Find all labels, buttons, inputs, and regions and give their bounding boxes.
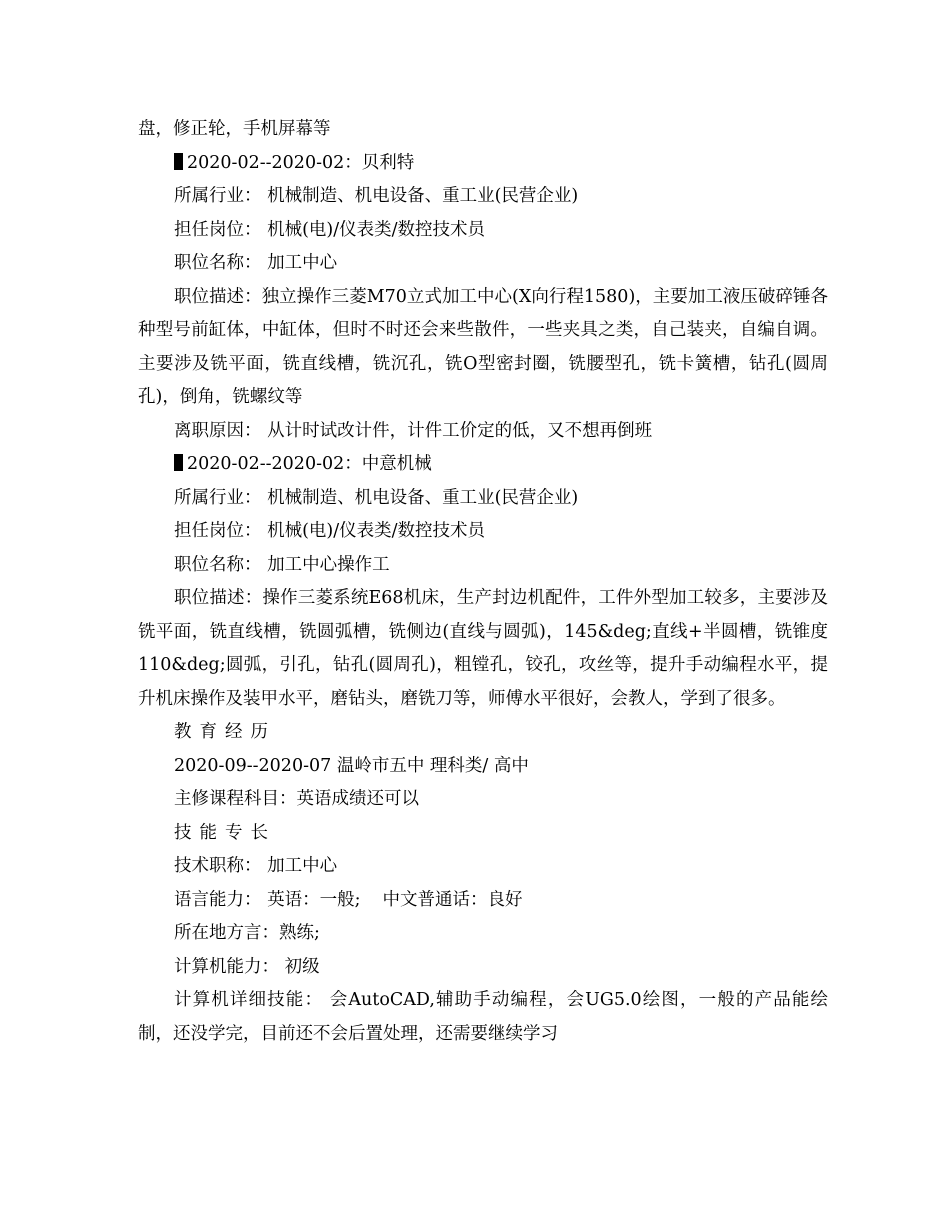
post-label: 担任岗位：: [174, 521, 262, 541]
post-value: 机械(电)/仪表类/数控技术员: [267, 521, 486, 541]
continuation-line: 盘，修正轮，手机屏幕等: [138, 119, 331, 139]
resume-page: [138, 113, 828, 1051]
tech-title: [138, 850, 828, 884]
computer-value: 初级: [284, 956, 320, 977]
job-header: [138, 147, 828, 181]
job-title: [138, 549, 828, 583]
title-label: 职位名称：: [174, 253, 262, 273]
title-value: 加工中心操作工: [267, 554, 390, 575]
industry-label: 所属行业：: [174, 487, 262, 508]
skills-heading: 技能专长: [174, 822, 276, 843]
job-post: [138, 515, 828, 549]
leave-value: 从计时试改计件，计件工价定的低，又不想再倒班: [267, 420, 653, 441]
job-description: 职位描述：独立操作三菱M70立式加工中心(X向行程1580)，主要加工液压破碎锤各种型号前缸体，中缸体，但时不时还会来些散件，一些夹具之类，自己装夹，自编自调。主要涉及铣平面，铣直线槽，铣沉孔，铣O型密封圈，铣腰型孔，铣卡簧槽，钻孔(圆周孔)，倒角，铣螺纹等: [138, 286, 828, 407]
computer-label: 计算机能力：: [174, 956, 279, 977]
post-value: 机械(电)/仪表类/数控技术员: [267, 219, 486, 240]
language-ability: [138, 884, 828, 918]
job-header-text: 2020-02--2020-02：中意机械: [187, 454, 432, 474]
tech-title-value: 加工中心: [267, 856, 338, 876]
title-value: 加工中心: [267, 253, 338, 273]
computer-ability: [138, 951, 828, 985]
dialect: 所在地方言：熟练;: [174, 923, 320, 943]
education-section: [138, 716, 828, 817]
industry-value: 机械制造、机电设备、重工业(民营企业): [267, 186, 579, 206]
skills-section: [138, 817, 828, 1052]
tech-title-label: 技术职称：: [174, 856, 262, 876]
industry-value: 机械制造、机电设备、重工业(民营企业): [267, 487, 579, 508]
job-industry: [138, 482, 828, 516]
leave-label: 离职原因：: [174, 420, 262, 441]
job-header-text: 2020-02--2020-02：贝利特: [187, 152, 415, 173]
education-heading: 教育经历: [174, 722, 276, 742]
job-leave-reason: [138, 415, 828, 449]
job-title: [138, 247, 828, 281]
job-industry: [138, 180, 828, 214]
job-header: [138, 448, 828, 482]
education-courses: 主修课程科目：英语成绩还可以: [174, 789, 419, 809]
post-label: 担任岗位：: [174, 219, 262, 240]
job-post: [138, 214, 828, 248]
language-label: 语言能力：: [174, 889, 262, 910]
title-label: 职位名称：: [174, 554, 262, 575]
job-entry-1: [138, 147, 828, 449]
industry-label: 所属行业：: [174, 186, 262, 206]
bullet-square-icon: [174, 153, 183, 170]
computer-detail: 计算机详细技能： 会AutoCAD,辅助手动编程，会UG5.0绘图，一般的产品能绘制，还没学完，目前还不会后置处理，还需要继续学习: [138, 990, 828, 1044]
bullet-square-icon: [174, 454, 183, 471]
education-entry: 2020-09--2020-07 温岭市五中 理科类/ 高中: [174, 755, 529, 776]
language-english: 英语：一般;: [267, 889, 361, 910]
job-entry-2: [138, 448, 828, 716]
language-mandarin: 中文普通话：良好: [382, 889, 523, 910]
job-description: 职位描述：操作三菱系统E68机床，生产封边机配件，工件外型加工较多，主要涉及铣平面，铣直线槽，铣圆弧槽，铣侧边(直线与圆弧)，145&deg;直线+半圆槽，铣锥度110&deg;圆弧，引孔，钻孔(圆周孔)，粗镗孔，铰孔，攻丝等，提升手动编程水平，提升机床操作及装甲水平，磨钻头，磨铣刀等，师傅水平很好，会教人，学到了很多。: [138, 588, 828, 709]
